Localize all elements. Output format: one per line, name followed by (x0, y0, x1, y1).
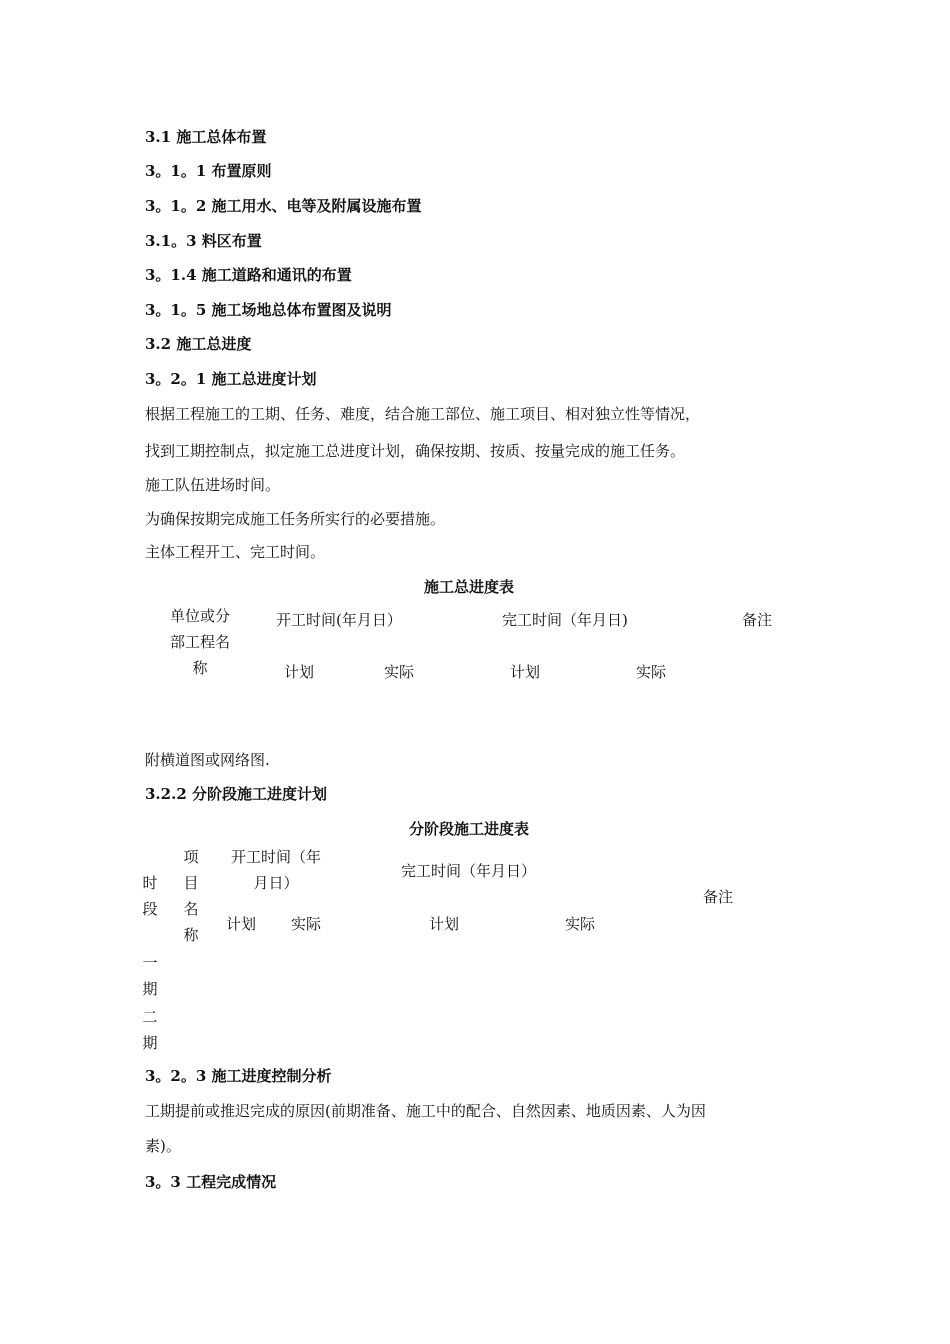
row-phase-1-char2: 期 (142, 980, 158, 998)
row-phase-1-char1: 一 (142, 954, 158, 972)
column-header-start-line2: 月日） (253, 874, 299, 892)
column-header-end-time: 完工时间（年月日） (401, 862, 537, 880)
column-header-remarks: 备注 (742, 611, 773, 629)
paragraph-measures: 为确保按期完成施工任务所实行的必要措施。 (145, 510, 446, 528)
paragraph-main-works-time: 主体工程开工、完工时间。 (145, 543, 326, 561)
column-header-item-char1: 项 (183, 848, 199, 866)
row-phase-2-char2: 期 (142, 1034, 158, 1052)
paragraph-team-entry: 施工队伍进场时间。 (145, 476, 281, 494)
table-caption: 施工总进度表 (424, 578, 515, 596)
heading-3-1-5: 3。1。5 施工场地总体布置图及说明 (145, 301, 392, 319)
heading-3-2-1: 3。2。1 施工总进度计划 (145, 370, 317, 388)
subheader-end-actual: 实际 (565, 915, 596, 933)
column-header-end-time: 完工时间（年月日) (502, 611, 628, 629)
column-header-item-name (181, 844, 201, 948)
column-header-period-char1: 时 (142, 874, 158, 892)
column-header-unit (160, 603, 240, 681)
column-header-start-line1: 开工时间（年 (230, 848, 321, 866)
column-header-period-char2: 段 (142, 900, 158, 918)
column-header-remarks: 备注 (703, 888, 734, 906)
paragraph-delay-reasons-line1: 工期提前或推迟完成的原因(前期准备、施工中的配合、自然因素、地质因素、人为因 (145, 1102, 706, 1120)
row-phase-1 (140, 950, 160, 1002)
heading-3-1-4: 3。1.4 施工道路和通讯的布置 (145, 266, 352, 284)
heading-3-1-2: 3。1。2 施工用水、电等及附属设施布置 (145, 197, 422, 215)
column-header-unit-line2: 部工程名 (169, 633, 230, 651)
heading-3-2-2: 3.2.2 分阶段施工进度计划 (145, 785, 327, 803)
paragraph-delay-reasons-line2: 素)。 (145, 1137, 181, 1155)
row-phase-2 (140, 1004, 160, 1056)
column-header-start-time (220, 844, 332, 896)
table-caption: 分阶段施工进度表 (409, 820, 530, 838)
heading-3-3: 3。3 工程完成情况 (145, 1173, 277, 1191)
column-header-period (140, 870, 160, 922)
column-header-start-time: 开工时间(年月日） (276, 611, 402, 629)
row-phase-2-char1: 二 (142, 1008, 158, 1026)
heading-3-2-3: 3。2。3 施工进度控制分析 (145, 1067, 332, 1085)
column-header-item-char3: 名 (183, 900, 199, 918)
column-header-item-char2: 目 (183, 874, 199, 892)
heading-3-1-3: 3.1。3 料区布置 (145, 232, 262, 250)
subheader-end-plan: 计划 (429, 915, 460, 933)
column-header-unit-line1: 单位或分 (169, 607, 230, 625)
subheader-end-plan: 计划 (510, 663, 541, 681)
column-header-item-char4: 称 (183, 926, 199, 944)
paragraph-schedule-basis-line2: 找到工期控制点，拟定施工总进度计划，确保按期、按质、按量完成的施工任务。 (145, 442, 686, 460)
paragraph-gantt-note: 附横道图或网络图. (145, 751, 270, 769)
subheader-start-actual: 实际 (291, 915, 322, 933)
subheader-end-actual: 实际 (636, 663, 667, 681)
subheader-start-plan: 计划 (284, 663, 315, 681)
subheader-start-actual: 实际 (384, 663, 415, 681)
column-header-unit-line3: 称 (192, 659, 208, 677)
heading-3-1: 3.1 施工总体布置 (145, 128, 267, 146)
heading-3-1-1: 3。1。1 布置原则 (145, 162, 272, 180)
heading-3-2: 3.2 施工总进度 (145, 335, 252, 353)
paragraph-schedule-basis-line1: 根据工程施工的工期、任务、难度，结合施工部位、施工项目、相对独立性等情况， (145, 405, 701, 423)
subheader-start-plan: 计划 (226, 915, 257, 933)
